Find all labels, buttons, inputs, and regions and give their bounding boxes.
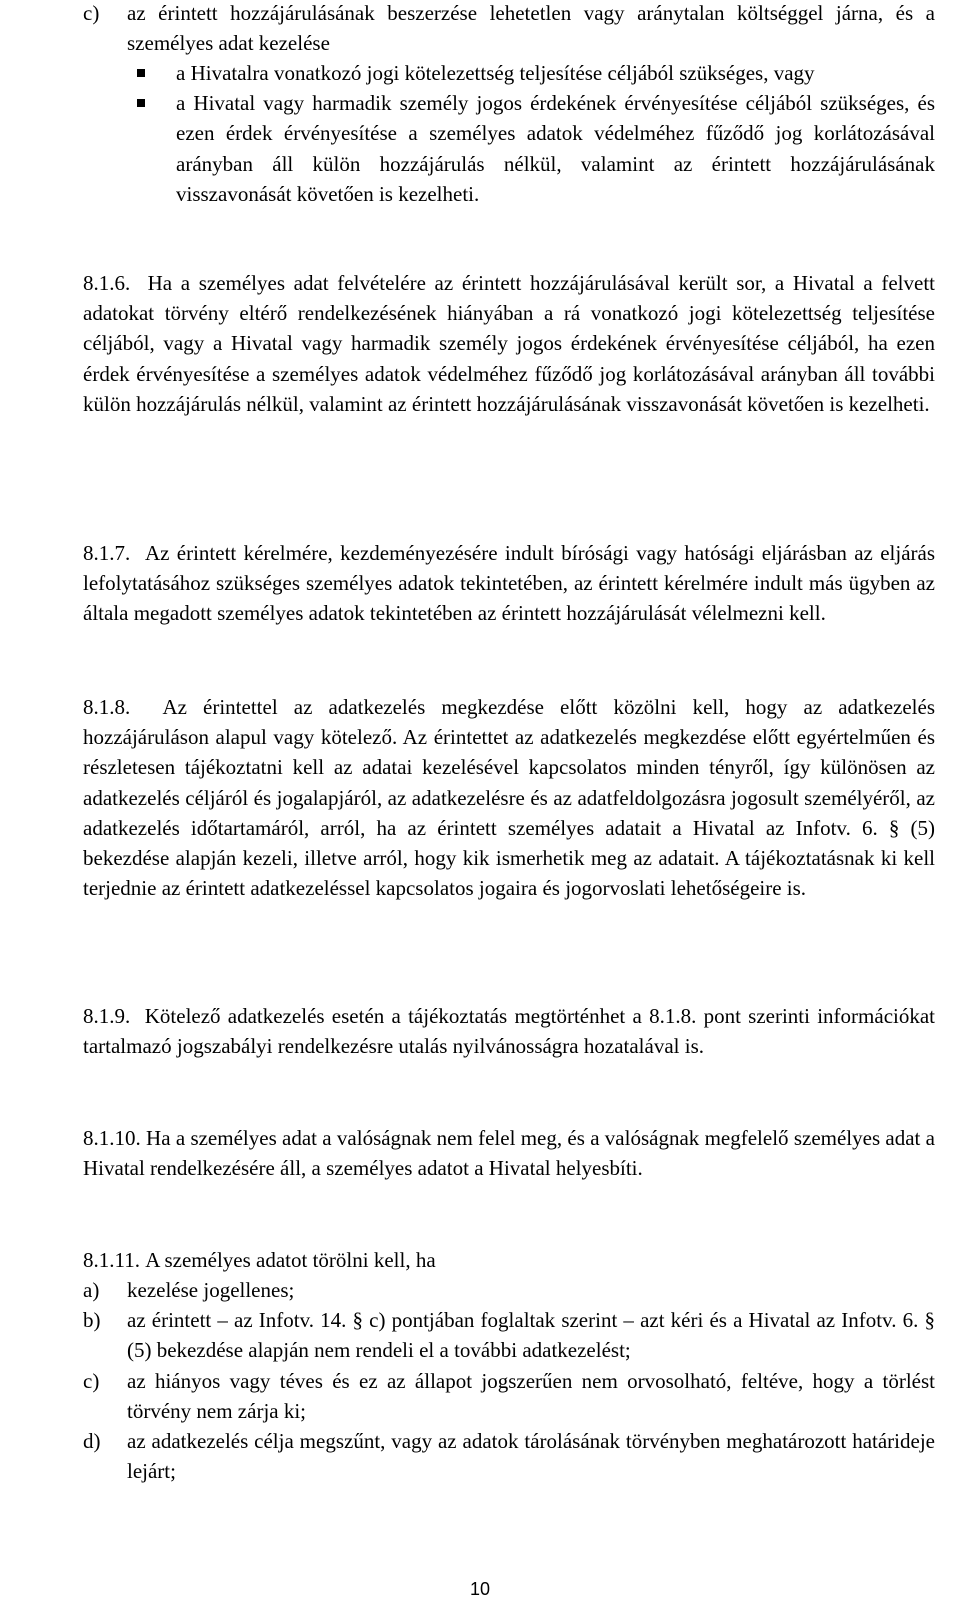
section-number: 8.1.10. <box>83 1126 141 1150</box>
section-body <box>83 268 935 419</box>
section-number: 8.1.7. <box>83 541 131 565</box>
list-label: a) <box>83 1278 100 1302</box>
section-8-1-6 <box>83 268 935 419</box>
list-item <box>83 1426 935 1486</box>
bullet-item <box>126 58 935 88</box>
section-text: A személyes adatot törölni kell, ha <box>145 1248 436 1272</box>
list-item-text: az érintett hozzájárulásának beszerzése lehetetlen vagy aránytalan költséggel járna, és a személyes adat kezelése <box>127 1 935 56</box>
list-item-text: kezelése jogellenes; <box>127 1278 295 1302</box>
section-8-1-10 <box>83 1123 935 1183</box>
list-item-c-intro <box>83 0 935 58</box>
bullet-item <box>126 88 935 209</box>
list-item-text: az adatkezelés célja megszűnt, vagy az adatok tárolásának törvényben meghatározott határideje lejárt; <box>127 1429 935 1484</box>
section-text: Ha a személyes adat a valóságnak nem felel meg, és a valóságnak megfelelő személyes adat a Hivatal rendelkezésére áll, a személyes adatot a Hivatal helyesbíti. <box>83 1126 935 1181</box>
section-text: Az érintettel az adatkezelés megkezdése előtt közölni kell, hogy az adatkezelés hozzájáruláson alapul vagy kötelező. Az érintettet az adatkezelés megkezdése előtt egyértelműen és részletesen tájékoztatni kell az adatai kezelésével kapcsolatos minden tényről, így különösen az adatkezelés céljáról és jogalapjáról, az adatkezelésre és az adatfeldolgozásra jogosult személyéről, az adatkezelés időtartamáról, arról, ha az érintett személyes adatait a Hivatal az Infotv. 6. § (5) bekezdése alapján kezeli, illetve arról, hogy kik ismerhetik meg az adatait. A tájékoztatásnak ki kell terjednie az érintett adatkezeléssel kapcsolatos jogaira és jogorvoslati lehetőségeire is. <box>83 695 935 901</box>
section-8-1-7 <box>83 538 935 629</box>
section-number: 8.1.8. <box>83 695 131 719</box>
list-item-text: az érintett – az Infotv. 14. § c) pontjában foglaltak szerint – azt kéri és a Hivatal az Infotv. 6. § (5) bekezdése alapján nem rendeli el a további adatkezelést; <box>127 1308 935 1363</box>
section-body <box>83 692 935 903</box>
bullet-text: a Hivatalra vonatkozó jogi kötelezettség teljesítése céljából szükséges, vagy <box>176 61 815 85</box>
section-8-1-11 <box>83 1245 935 1275</box>
section-text: Kötelező adatkezelés esetén a tájékoztatás megtörténhet a 8.1.8. pont szerinti információkat tartalmazó jogszabályi rendelkezésre utalás nyilvánosságra hozatalával is. <box>83 1004 936 1059</box>
list-label: c) <box>83 1368 100 1393</box>
list-item <box>83 1366 935 1426</box>
list-label: d) <box>83 1429 101 1454</box>
section-body <box>83 1001 935 1061</box>
section-body <box>83 538 935 629</box>
section-8-1-9 <box>83 1001 935 1061</box>
section-body <box>83 1123 935 1183</box>
section-text: Az érintett kérelmére, kezdeményezésére indult bírósági vagy hatósági eljárásban az eljárás lefolytatásához szükséges személyes adatok tekintetében, az érintett kérelmére indult más ügyben az általa megadott személyes adatok tekintetében az érintett hozzájárulását vélelmezni kell. <box>83 541 935 626</box>
list-item-text: az hiányos vagy téves és ez az állapot jogszerűen nem orvosolható, feltéve, hogy a törlést törvény nem zárja ki; <box>127 1368 935 1423</box>
list-label: c) <box>83 1 100 25</box>
list-item <box>83 1305 935 1365</box>
deletion-conditions-list <box>83 1275 935 1486</box>
page-number: 10 <box>469 1579 491 1599</box>
bullet-text: a Hivatal vagy harmadik személy jogos érdekének érvényesítése céljából szükséges, és ezen érdek érvényesítése a személyes adatok védelméhez fűződő jog korlátozásával arányban áll külön hozzájárulás nélkül, valamint az érintett hozzájárulásának visszavonását követően is kezelheti. <box>176 91 935 206</box>
list-item <box>83 1275 935 1305</box>
list-label: b) <box>83 1308 101 1333</box>
section-number: 8.1.11. <box>83 1248 140 1272</box>
bullet-list <box>126 58 935 209</box>
section-body <box>83 1245 935 1275</box>
square-bullet-icon <box>137 69 145 77</box>
section-number: 8.1.9. <box>83 1004 131 1028</box>
section-8-1-8 <box>83 692 935 903</box>
section-text: Ha a személyes adat felvételére az érintett hozzájárulásával került sor, a Hivatal a felvett adatokat törvény eltérő rendelkezésének hiányában a rá vonatkozó jogi kötelezettség teljesítése céljából, vagy a Hivatal vagy harmadik személy jogos érdekének érvényesítése céljából, ha ezen érdek érvényesítése a személyes adatok védelméhez fűződő jog korlátozásával arányban áll további külön hozzájárulás nélkül, valamint az érintett hozzájárulásának visszavonását követően is kezelheti. <box>83 271 936 416</box>
section-number: 8.1.6. <box>83 271 131 295</box>
square-bullet-icon <box>137 99 145 107</box>
